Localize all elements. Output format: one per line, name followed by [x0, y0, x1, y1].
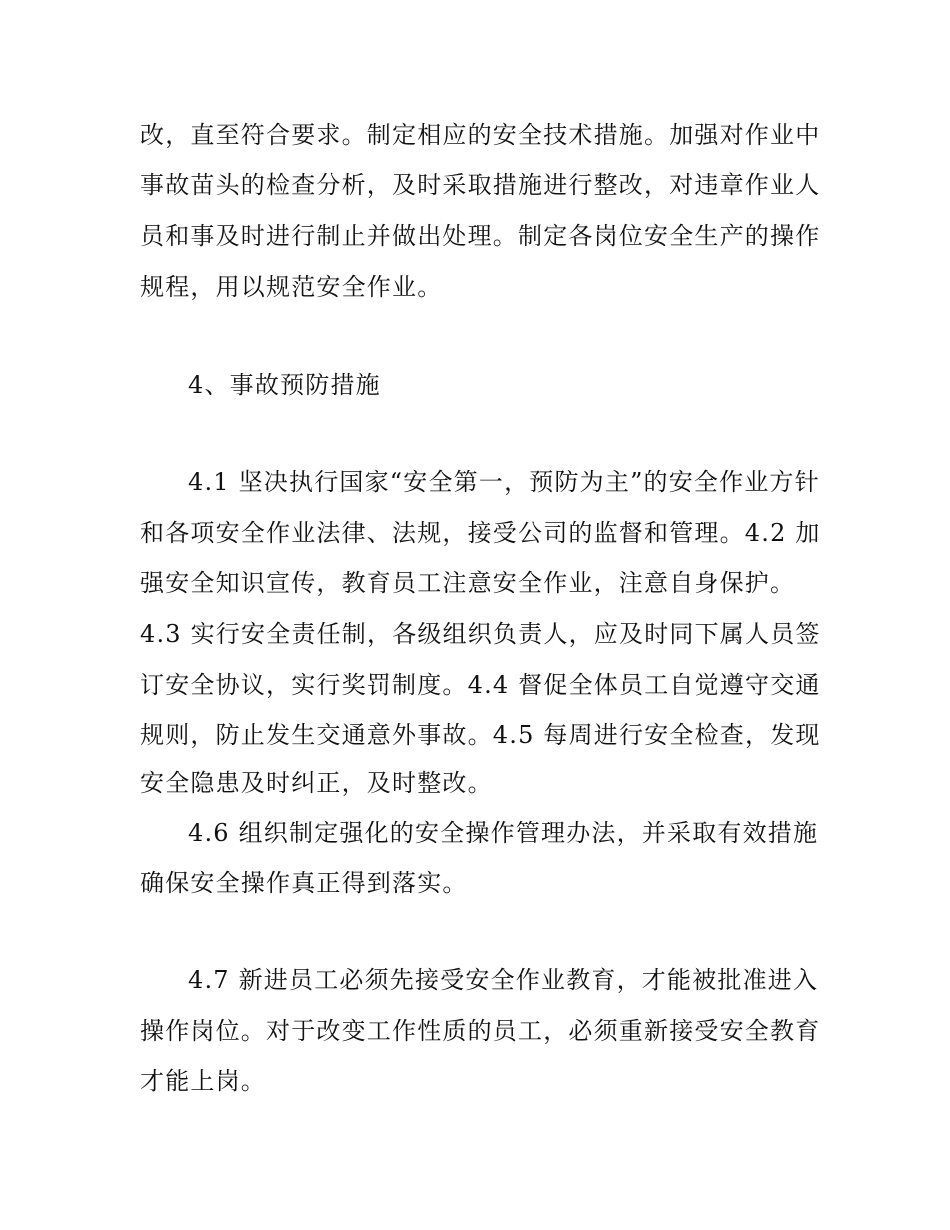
text-line: 订安全协议，实行奖罚制度。4.4 督促全体员工自觉遵守交通 — [140, 671, 821, 699]
text-line: 规程，用以规范安全作业。 — [140, 273, 443, 301]
text-line: 操作岗位。对于改变工作性质的员工，必须重新接受安全教育 — [140, 1017, 821, 1045]
text-line: 改，直至符合要求。制定相应的安全技术措施。加强对作业中 — [140, 121, 821, 149]
text-line: 规则，防止发生交通意外事故。4.5 每周进行安全检查，发现 — [140, 721, 821, 749]
text-line: 事故苗头的检查分析，及时采取措施进行整改，对违章作业人 — [140, 171, 821, 199]
text-line: 4.6 组织制定强化的安全操作管理办法，并采取有效措施 — [188, 819, 819, 847]
text-line: 才能上岗。 — [140, 1067, 266, 1095]
text-line: 员和事及时进行制止并做出处理。制定各岗位安全生产的操作 — [140, 222, 821, 250]
text-line: 4.1 坚决执行国家“安全第一，预防为主”的安全作业方针 — [188, 468, 820, 496]
section-heading: 4、事故预防措施 — [188, 371, 381, 399]
text-line: 安全隐患及时纠正，及时整改。 — [140, 769, 493, 797]
text-line: 4.3 实行安全责任制，各级组织负责人，应及时同下属人员签 — [140, 620, 821, 648]
text-line: 4.7 新进员工必须先接受安全作业教育，才能被批准进入 — [188, 966, 819, 994]
text-line: 确保安全操作真正得到落实。 — [140, 869, 468, 897]
text-line: 强安全知识宣传，教育员工注意安全作业，注意自身保护。 — [140, 569, 796, 597]
text-line: 和各项安全作业法律、法规，接受公司的监督和管理。4.2 加 — [140, 519, 821, 547]
